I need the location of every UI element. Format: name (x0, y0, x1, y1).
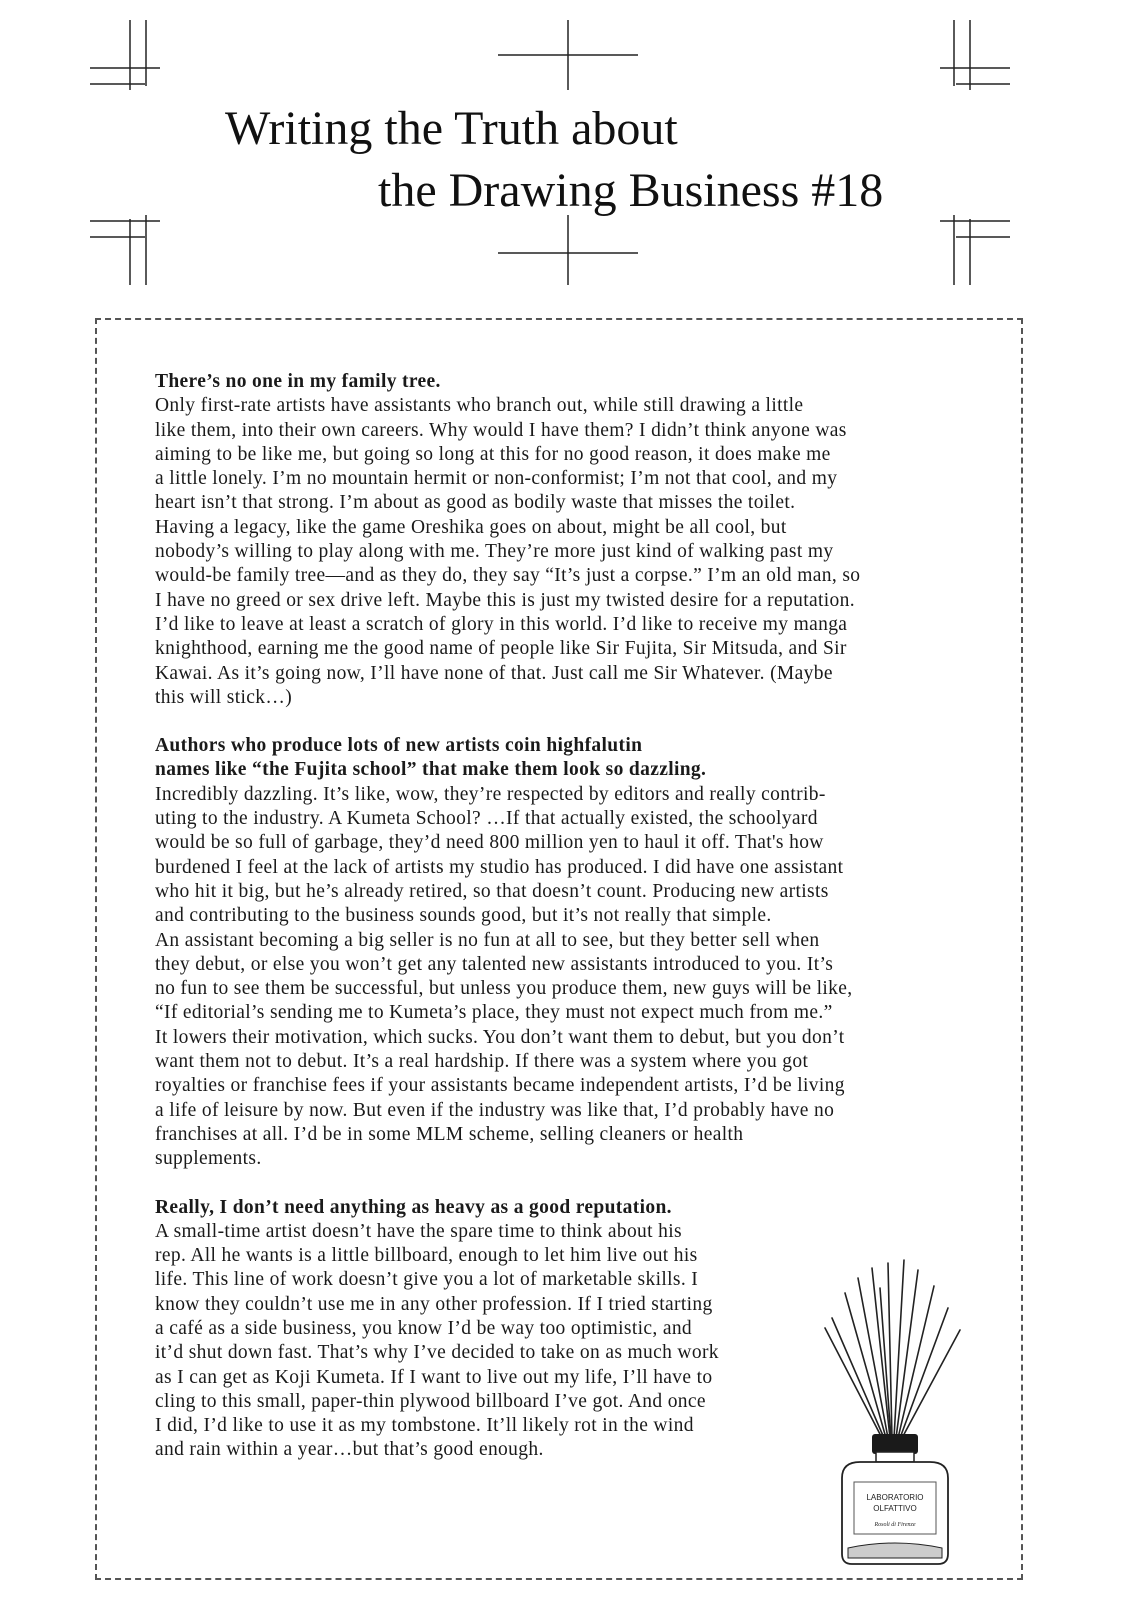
section-heading: There’s no one in my family tree. (155, 371, 441, 392)
text-line: An assistant becoming a big seller is no fun at all to see, but they better sell when (155, 929, 820, 951)
crop-mark-mid-center (498, 215, 638, 285)
text-line: they debut, or else you won’t get any talented new assistants introduced to you. It’s (155, 953, 834, 975)
text-line: “If editorial’s sending me to Kumeta’s place, they must not expect much from me.” (155, 1002, 833, 1024)
text-line: It lowers their motivation, which sucks. You don’t want them to debut, but you don’t (155, 1026, 845, 1048)
text-line: want them not to debut. It’s a real hardship. If there was a system where you got (155, 1051, 809, 1073)
text-line: royalties or franchise fees if your assistants became independent artists, I’d be living (155, 1075, 845, 1097)
text-line: aiming to be like me, but going so long at this for no good reason, it does make me (155, 443, 831, 465)
text-line: and rain within a year…but that’s good enough. (155, 1439, 544, 1461)
text-line: I did, I’d like to use it as my tombstone. It’ll likely rot in the wind (155, 1415, 694, 1437)
text-line: rep. All he wants is a little billboard, enough to let him live out his (155, 1245, 698, 1267)
text-line: a café as a side business, you know I’d be way too optimistic, and (155, 1317, 693, 1339)
section-heading: names like “the Fujita school” that make them look so dazzling. (155, 759, 707, 781)
label-line-2: OLFATTIVO (873, 1504, 917, 1513)
text-line: and contributing to the business sounds good, but it’s not really that simple. (155, 905, 772, 927)
text-line: a life of leisure by now. But even if the industry was like that, I’d probably have no (155, 1099, 835, 1121)
text-line: A small-time artist doesn’t have the spare time to think about his (155, 1220, 682, 1242)
label-line-3: Rosoli di Firenze (874, 1522, 916, 1528)
text-line: know they couldn’t use me in any other profession. If I tried starting (155, 1293, 713, 1315)
text-line: as I can get as Koji Kumeta. If I want to live out my life, I’ll have to (155, 1366, 713, 1388)
text-line: supplements. (155, 1148, 262, 1170)
page-title-line-1: Writing the Truth about (225, 102, 678, 155)
crop-mark-top-left (90, 20, 160, 90)
text-line: this will stick…) (155, 686, 293, 708)
section-schools (155, 734, 965, 1171)
label-line-1: LABORATORIO (866, 1493, 924, 1502)
text-line: nobody’s willing to play along with me. They’re more just kind of walking past my (155, 541, 834, 563)
page-title-line-2: the Drawing Business #18 (378, 164, 884, 217)
text-line: like them, into their own careers. Why would I have them? I didn’t think anyone was (155, 419, 847, 441)
text-line: franchises at all. I’d be in some MLM scheme, selling cleaners or health (155, 1123, 744, 1145)
text-line: I’d like to leave at least a scratch of glory in this world. I’d like to receive my manga (155, 613, 848, 635)
text-line: heart isn’t that strong. I’m about as good as bodily waste that misses the toilet. (155, 492, 796, 514)
text-line: burdened I feel at the lack of artists my studio has produced. I did have one assistant (155, 856, 844, 878)
crop-mark-top-right (940, 20, 1010, 90)
text-line: cling to this small, paper-thin plywood billboard I’ve got. And once (155, 1390, 706, 1412)
text-line: would be so full of garbage, they’d need 800 million yen to haul it off. That's how (155, 832, 824, 854)
text-line: life. This line of work doesn’t give you a lot of marketable skills. I (155, 1269, 699, 1291)
text-line: Having a legacy, like the game Oreshika goes on about, might be all cool, but (155, 516, 787, 538)
crop-mark-mid-left (90, 215, 160, 285)
section-heading: Really, I don’t need anything as heavy as a good reputation. (155, 1196, 672, 1218)
section-family-tree (155, 370, 965, 710)
text-line: it’d shut down fast. That’s why I’ve decided to take on as much work (155, 1342, 719, 1364)
text-line: Incredibly dazzling. It’s like, wow, they’re respected by editors and really contrib- (155, 783, 826, 805)
text-line: Only first-rate artists have assistants who branch out, while still drawing a little (155, 395, 804, 417)
crop-mark-mid-right (940, 215, 1010, 285)
text-line: would-be family tree—and as they do, they say “It’s just a corpse.” I’m an old man, so (155, 565, 861, 587)
text-line: a little lonely. I’m no mountain hermit or non-conformist; I’m not that cool, and my (155, 468, 838, 490)
text-line: who hit it big, but he’s already retired, so that doesn’t count. Producing new artists (155, 880, 829, 902)
text-line: Kawai. As it’s going now, I’ll have none of that. Just call me Sir Whatever. (Maybe (155, 662, 833, 684)
section-heading: Authors who produce lots of new artists coin highfalutin (155, 735, 643, 757)
text-line: no fun to see them be successful, but unless you produce them, new guys will be like, (155, 978, 853, 1000)
reed-diffuser-illustration (820, 1258, 970, 1568)
text-line: uting to the industry. A Kumeta School? …If that actually existed, the schoolyard (155, 808, 818, 830)
text-line: I have no greed or sex drive left. Maybe this is just my twisted desire for a reputation. (155, 589, 855, 611)
crop-mark-top-center (498, 20, 638, 90)
text-line: knighthood, earning me the good name of people like Sir Fujita, Sir Mitsuda, and Sir (155, 638, 847, 660)
